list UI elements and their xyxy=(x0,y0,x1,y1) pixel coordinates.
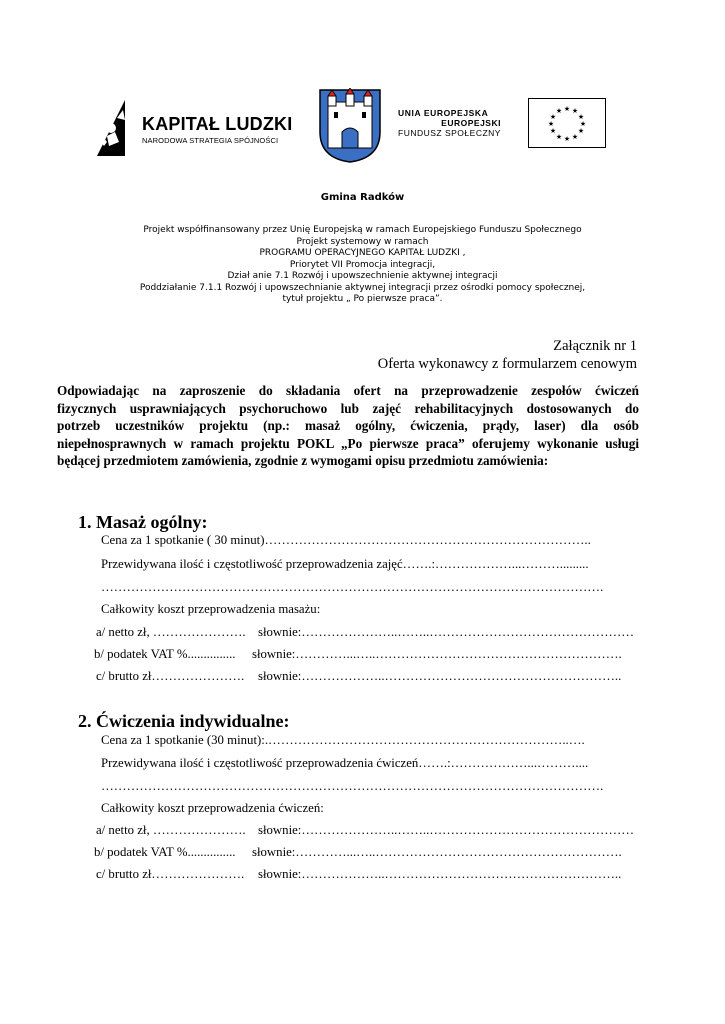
brutto-words-field[interactable]: słownie:………………..……………………………………………….. xyxy=(258,669,622,683)
ue-line-1: UNIA EUROPEJSKA xyxy=(398,108,489,118)
vat-field[interactable]: b/ podatek VAT %............... xyxy=(94,845,236,859)
gmina-heading: Gmina Radków xyxy=(320,192,405,203)
vat-field[interactable]: b/ podatek VAT %............... xyxy=(94,647,236,661)
intro-line: niepełnosprawnych w ramach projektu POKL „Po pierwsze praca” oferujemy wykonanie usługi xyxy=(57,435,639,451)
svg-text:★: ★ xyxy=(549,127,557,135)
netto-field[interactable]: a/ netto zł, …………………. xyxy=(96,625,246,639)
project-line: PROGRAMU OPERACYJNEGO KAPITAŁ LUDZKI , xyxy=(259,248,466,258)
dotted-field[interactable]: ………………………………………………………………………………………………………. xyxy=(101,580,604,594)
project-line: Poddziałanie 7.1.1 Rozwój i upowszechnianie aktywnej integracji przez ośrodki pomocy społecznej, xyxy=(139,282,586,293)
frequency-field[interactable]: Przewidywana ilość i częstotliwość przeprowadzenia ćwiczeń…….:………………...……….... xyxy=(101,756,589,770)
svg-text:★: ★ xyxy=(547,120,555,128)
eu-fund-text xyxy=(398,108,501,138)
kapital-ludzki-title: KAPITAŁ LUDZKI xyxy=(142,114,293,134)
eu-flag-icon xyxy=(528,98,606,148)
ue-line-2: EUROPEJSKI xyxy=(441,118,501,128)
intro-line: potrzeb uczestników projektu (np.: masaż ogólny, ćwiczenia, prądy, laser) dla osób xyxy=(57,418,639,433)
svg-text:★: ★ xyxy=(555,107,563,115)
svg-text:★: ★ xyxy=(577,127,585,135)
svg-text:★: ★ xyxy=(571,107,579,115)
svg-text:★: ★ xyxy=(555,133,563,141)
brutto-words-field[interactable]: słownie:………………..……………………………………………….. xyxy=(258,867,622,881)
attachment-title: Oferta wykonawcy z formularzem cenowym xyxy=(377,356,637,372)
total-cost-label: Całkowity koszt przeprowadzenia ćwiczeń: xyxy=(101,801,324,815)
kapital-ludzki-subtitle: NARODOWA STRATEGIA SPÓJNOŚCI xyxy=(142,136,279,145)
svg-text:★: ★ xyxy=(549,113,557,121)
project-info xyxy=(0,225,725,306)
netto-field[interactable]: a/ netto zł, …………………. xyxy=(96,823,246,837)
project-line: Projekt współfinansowany przez Unię Europejską w ramach Europejskiego Funduszu Społecznego xyxy=(143,225,582,235)
netto-words-field[interactable]: słownie:…………………..……..………………………………………… xyxy=(258,823,635,837)
ue-line-3: FUNDUSZ SPOŁECZNY xyxy=(398,128,501,138)
svg-text:★: ★ xyxy=(563,105,571,113)
section-title-massage: 1. Masaż ogólny: xyxy=(78,512,208,532)
project-line: Priorytet VII Promocja integracji, xyxy=(289,259,436,270)
attachment-header xyxy=(378,337,637,373)
project-line: Dział anie 7.1 Rozwój i upowszechnienie aktywnej integracji xyxy=(227,271,498,281)
svg-text:★: ★ xyxy=(563,135,571,143)
price-field[interactable]: Cena za 1 spotkanie ( 30 minut)………………………………………………………………….. xyxy=(101,533,591,547)
netto-words-field[interactable]: słownie:…………………..……..………………………………………… xyxy=(258,625,635,639)
price-field[interactable]: Cena za 1 spotkanie (30 minut):.……………………………………………………………..…. xyxy=(101,733,585,747)
coat-of-arms-icon xyxy=(318,88,382,164)
svg-text:★: ★ xyxy=(579,120,587,128)
frequency-field[interactable]: Przewidywana ilość i częstotliwość przeprowadzenia zajęć…….:………………...………......... xyxy=(101,557,589,571)
intro-line: Odpowiadając na zaproszenie do składania ofert na przeprowadzenie zespołów ćwiczeń xyxy=(57,383,639,398)
svg-text:★: ★ xyxy=(577,113,585,121)
project-line: Projekt systemowy w ramach xyxy=(296,236,429,247)
section-title-exercises: 2. Ćwiczenia indywidualne: xyxy=(78,711,290,731)
intro-paragraph xyxy=(57,382,639,470)
attachment-number: Załącznik nr 1 xyxy=(553,338,637,354)
svg-text:★: ★ xyxy=(571,133,579,141)
kapital-ludzki-icon xyxy=(95,98,145,158)
vat-words-field[interactable]: słownie:…………...…..…………………………………………………. xyxy=(252,845,622,859)
brutto-field[interactable]: c/ brutto zł…………………. xyxy=(96,867,245,881)
dotted-field[interactable]: ………………………………………………………………………………………………………. xyxy=(101,779,604,793)
brutto-field[interactable]: c/ brutto zł…………………. xyxy=(96,669,245,683)
total-cost-label: Całkowity koszt przeprowadzenia masażu: xyxy=(101,602,321,616)
vat-words-field[interactable]: słownie:…………...…..…………………………………………………. xyxy=(252,647,622,661)
intro-line: będącej przedmiotem zamówienia, zgodnie z wymogami opisu przedmiotu zamówienia: xyxy=(57,453,549,468)
intro-line: fizycznych usprawniających psychoruchowo lub zajęć rehabilitacyjnych dostosowanych do xyxy=(57,400,639,416)
project-line: tytuł projektu „ Po pierwsze praca”. xyxy=(282,294,443,304)
